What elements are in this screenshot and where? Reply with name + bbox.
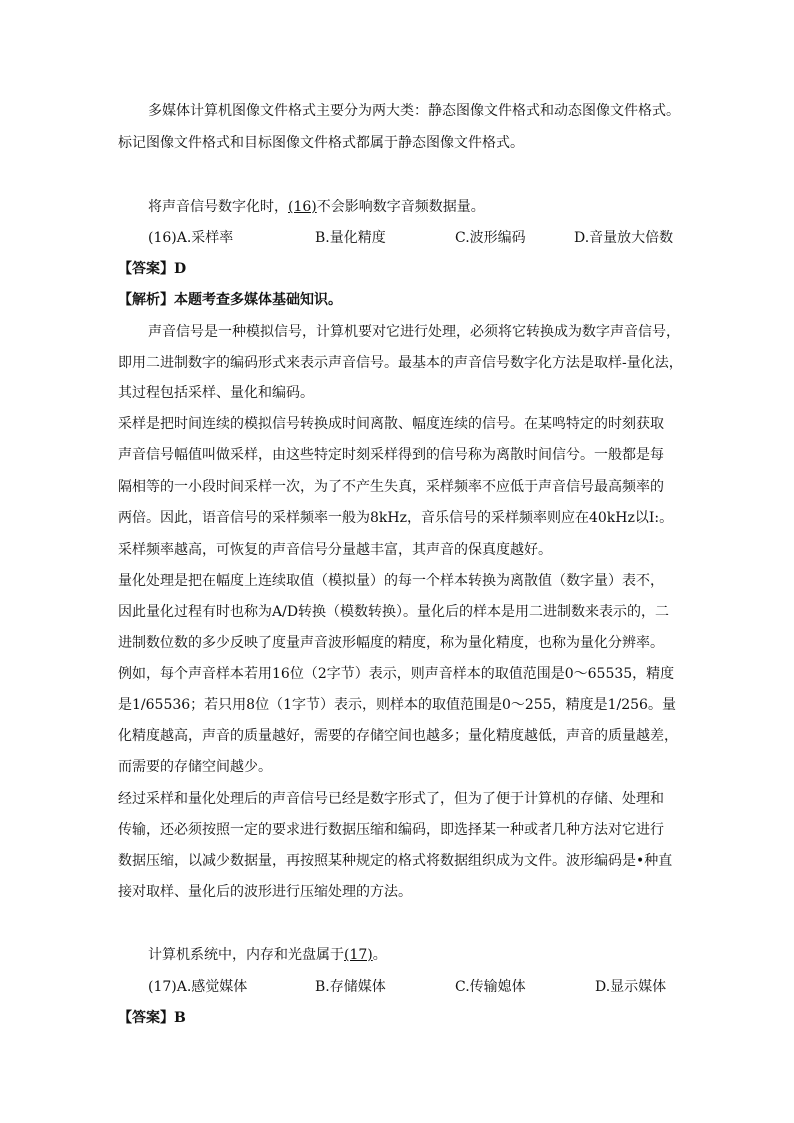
question-16-option-d: D.音量放大倍数 [574, 230, 674, 246]
analysis-line: 隔相等的一小段时间采样一次，为了不产生失真，采样频率不应低于声音信号最高频率的 [118, 479, 664, 495]
question-16-blank: (16) [288, 199, 317, 215]
intro-line-2: 标记图像文件格式和目标图像文件格式都属于静态图像文件格式。 [118, 135, 524, 151]
answer-label: 【答案】 [118, 1010, 174, 1026]
answer-value: D [174, 261, 187, 277]
analysis-line: 是1/65536；若只用8位（1字节）表示，则样本的取值范围是0～255，精度是1/256。量 [118, 697, 676, 713]
answer-value: B [174, 1010, 186, 1026]
question-17-answer [118, 1008, 186, 1028]
question-17-stem [148, 945, 387, 965]
analysis-line: 因此量化过程有时也称为A/D转换（模数转换）。量化后的样本是用二进制数来表示的，二 [118, 604, 670, 620]
question-16-option-c: C.波形编码 [455, 230, 526, 246]
question-17-blank: (17) [344, 947, 373, 963]
analysis-line: 而需要的存储空间越少。 [118, 759, 272, 775]
question-16-option-b: B.量化精度 [315, 230, 386, 246]
answer-label: 【答案】 [118, 261, 174, 277]
question-17-option-c: C.传输媳体 [455, 979, 526, 995]
analysis-line: 进制数位数的多少反映了度量声音波形幅度的精度，称为量化精度，也称为量化分辨率。 [118, 635, 664, 651]
analysis-line: 即用二进制数字的编码形式来表示声音信号。最基本的声音信号数字化方法是取样-量化法， [118, 355, 683, 371]
analysis-label: 【解析】 [118, 292, 174, 308]
analysis-line: 量化处理是把在幅度上连续取值（模拟量）的每一个样本转换为离散值（数字量）表不， [118, 573, 664, 589]
intro-line-1: 多媒体计算机图像文件格式主要分为两大类：静态图像文件格式和动态图像文件格式。 [148, 103, 680, 119]
question-16-answer [118, 259, 186, 279]
analysis-line: 例如，每个声音样本若用16位（2字节）表示，则声音样本的取值范围是0～65535，精度 [118, 666, 675, 682]
analysis-line: 化精度越高，声音的质量越好，需要的存储空间也越多；量化精度越低，声音的质量越差， [118, 728, 678, 744]
analysis-line: 经过采样和量化处理后的声音信号已经是数字形式了，但为了便于计算机的存储、处理和 [118, 791, 664, 807]
analysis-line: 采样是把时间连续的模拟信号转换成时间离散、幅度连续的信号。在某鸣特定的时刻获取 [118, 416, 664, 432]
question-16-stem-suffix: 不会影响数字音频数据量。 [316, 199, 485, 215]
question-17-option-a: (17)A.感觉媒体 [148, 979, 248, 995]
question-17-option-d: D.显示媒体 [595, 979, 667, 995]
analysis-line: 接对取样、量化后的波形进行压缩处理的方法。 [118, 884, 412, 900]
question-17-stem-prefix: 计算机系统中，内存和光盘属于 [148, 947, 344, 963]
analysis-heading-text: 本题考查多媒体基础知识。 [174, 292, 342, 308]
analysis-line: 声音信号幅值叫做采样，由这些特定时刻采样得到的信号称为离散时间信兮。一般都是每 [118, 447, 664, 463]
analysis-line: 声音信号是一种模拟信号，计算机要对它进行处理，必须将它转换成为数字声音信号， [148, 324, 680, 340]
analysis-line: 数据压缩，以减少数据量，再按照某种规定的格式将数据组织成为文件。波形编码是•种直 [118, 853, 673, 869]
question-17-stem-suffix: 。 [372, 947, 387, 963]
question-16-option-a: (16)A.采样率 [148, 230, 234, 246]
analysis-line: 其过程包括采样、量化和编码。 [118, 385, 314, 401]
analysis-line: 采样频率越高，可恢复的声音信号分量越丰富，其声音的保真度越好。 [118, 542, 552, 558]
analysis-line: 传输，还必须按照一定的要求进行数据压缩和编码，即选择某一种或者几种方法对它进行 [118, 822, 664, 838]
question-16-analysis-heading [118, 290, 342, 310]
question-17-option-b: B.存储媒体 [315, 979, 386, 995]
question-16-stem [148, 197, 485, 217]
question-16-stem-prefix: 将声音信号数字化时， [148, 199, 288, 215]
analysis-line: 两倍。因此，语音信号的采样频率一般为8kHz，音乐信号的采样频率则应在40kHz以I:。 [118, 510, 674, 526]
